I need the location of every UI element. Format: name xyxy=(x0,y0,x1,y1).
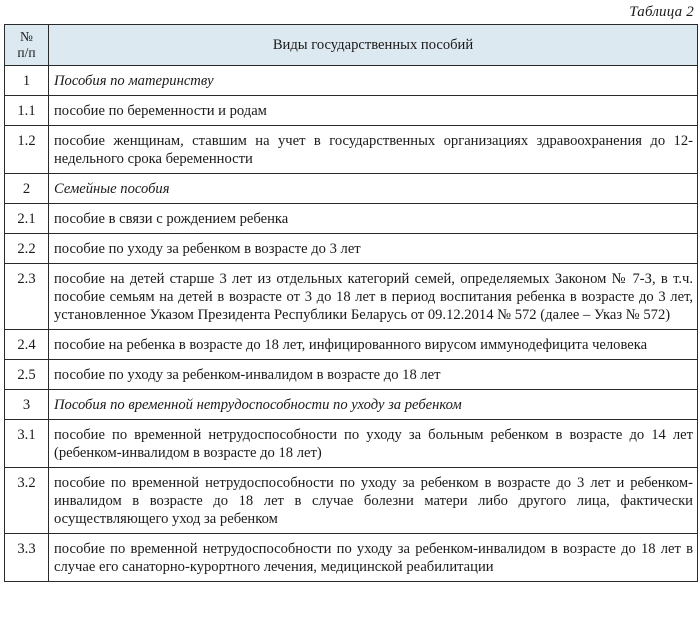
table-caption: Таблица 2 xyxy=(629,4,694,20)
table-row xyxy=(5,96,698,126)
benefits-table xyxy=(4,24,698,582)
table-row xyxy=(5,330,698,360)
table-row xyxy=(5,468,698,534)
row-text: пособие по уходу за ребенком в возрасте до 3 лет xyxy=(49,234,698,264)
table-header-row xyxy=(5,25,698,66)
row-number: 1.2 xyxy=(5,126,49,174)
row-text: пособие женщинам, ставшим на учет в государственных организациях здравоохранения до 12-недельного срока беременности xyxy=(49,126,698,174)
row-text: Пособия по материнству xyxy=(49,66,698,96)
row-text: пособие по временной нетрудоспособности по уходу за ребенком в возрасте до 3 лет и ребенком-инвалидом в возрасте до 18 лет в случае болезни матери либо другого лица, фактически осуществляющего уход за ребенком xyxy=(49,468,698,534)
table-row xyxy=(5,360,698,390)
row-number: 3.2 xyxy=(5,468,49,534)
row-text: Семейные пособия xyxy=(49,174,698,204)
row-number: 3.3 xyxy=(5,534,49,582)
table-row xyxy=(5,66,698,96)
row-number: 1 xyxy=(5,66,49,96)
row-number: 3 xyxy=(5,390,49,420)
row-number: 2 xyxy=(5,174,49,204)
row-text: пособие на ребенка в возрасте до 18 лет, инфицированного вирусом иммунодефицита человека xyxy=(49,330,698,360)
table-row xyxy=(5,420,698,468)
table-row xyxy=(5,264,698,330)
row-text: пособие на детей старше 3 лет из отдельных категорий семей, определяемых Законом № 7-З, в т.ч. пособие семьям на детей в возрасте от 3 до 18 лет в период воспитания ребенка в возрасте до 3 лет, установленное Указом Президента Республики Беларусь от 09.12.2014 № 572 (далее – Указ № 572) xyxy=(49,264,698,330)
row-text: пособие в связи с рождением ребенка xyxy=(49,204,698,234)
row-text: Пособия по временной нетрудоспособности по уходу за ребенком xyxy=(49,390,698,420)
row-text: пособие по временной нетрудоспособности по уходу за больным ребенком в возрасте до 14 лет (ребенком-инвалидом в возрасте до 18 лет) xyxy=(49,420,698,468)
table-row xyxy=(5,204,698,234)
row-number: 2.5 xyxy=(5,360,49,390)
header-title: Виды государственных пособий xyxy=(49,25,698,66)
row-number: 2.1 xyxy=(5,204,49,234)
table-row xyxy=(5,234,698,264)
row-number: 1.1 xyxy=(5,96,49,126)
row-number: 3.1 xyxy=(5,420,49,468)
row-number: 2.3 xyxy=(5,264,49,330)
row-number: 2.4 xyxy=(5,330,49,360)
table-row xyxy=(5,534,698,582)
table-row xyxy=(5,174,698,204)
row-text: пособие по временной нетрудоспособности по уходу за ребенком-инвалидом в возрасте до 18 лет в случае его санаторно-курортного лечения, медицинской реабилитации xyxy=(49,534,698,582)
row-text: пособие по уходу за ребенком-инвалидом в возрасте до 18 лет xyxy=(49,360,698,390)
table-row xyxy=(5,126,698,174)
header-number: № п/п xyxy=(5,25,49,66)
table-row xyxy=(5,390,698,420)
row-number: 2.2 xyxy=(5,234,49,264)
row-text: пособие по беременности и родам xyxy=(49,96,698,126)
